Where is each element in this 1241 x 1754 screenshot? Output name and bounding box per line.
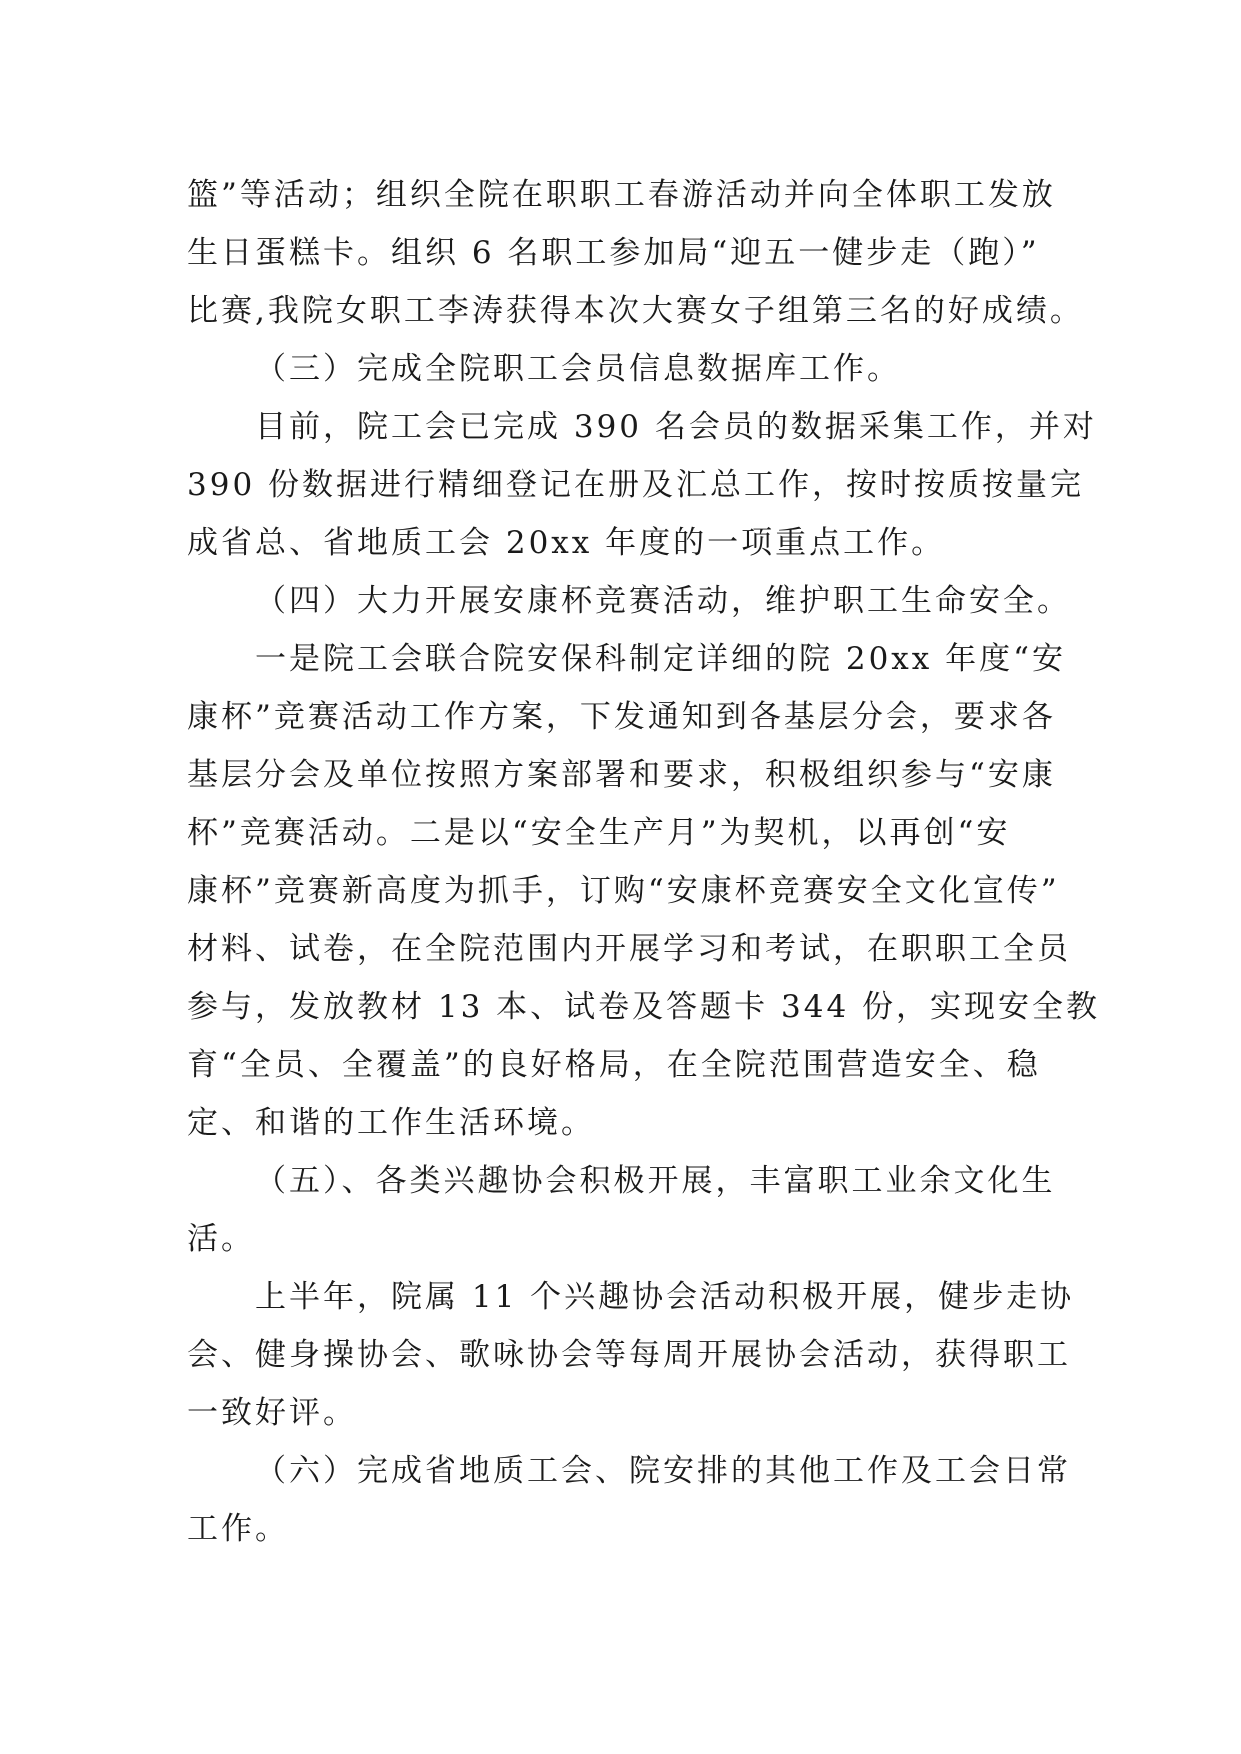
text-line: 一是院工会联合院安保科制定详细的院 20xx 年度“安 xyxy=(255,641,1066,677)
text-line: 会、健身操协会、歌咏协会等每周开展协会活动，获得职工 xyxy=(187,1337,1071,1373)
text-line: 参与，发放教材 13 本、试卷及答题卡 344 份，实现安全教 xyxy=(187,989,1101,1025)
text-line: 杯”竞赛活动。二是以“安全生产月”为契机，以再创“安 xyxy=(187,815,1011,851)
text-line: 目前，院工会已完成 390 名会员的数据采集工作，并对 xyxy=(255,409,1097,445)
text-line: 上半年，院属 11 个兴趣协会活动积极开展，健步走协 xyxy=(255,1279,1075,1315)
section-heading-5: （五）、各类兴趣协会积极开展，丰富职工业余文化生 xyxy=(255,1163,1056,1199)
document-body xyxy=(187,166,1101,1558)
text-line: 康杯”竞赛新高度为抓手，订购“安康杯竞赛安全文化宣传” xyxy=(187,873,1060,909)
section-heading-3: （三）完成全院职工会员信息数据库工作。 xyxy=(255,351,901,387)
text-line: 390 份数据进行精细登记在册及汇总工作，按时按质按量完 xyxy=(187,467,1085,503)
text-line: 基层分会及单位按照方案部署和要求，积极组织参与“安康 xyxy=(187,757,1056,793)
text-line: 康杯”竞赛活动工作方案，下发通知到各基层分会，要求各 xyxy=(187,699,1056,735)
text-line: 比赛,我院女职工李涛获得本次大赛女子组第三名的好成绩。 xyxy=(187,293,1084,329)
text-line: 一致好评。 xyxy=(187,1395,357,1431)
text-line: 篮”等活动；组织全院在职职工春游活动并向全体职工发放 xyxy=(187,177,1056,213)
text-line: 工作。 xyxy=(187,1511,289,1547)
text-line: 材料、试卷，在全院范围内开展学习和考试，在职职工全员 xyxy=(187,931,1071,967)
text-line: 成省总、省地质工会 20xx 年度的一项重点工作。 xyxy=(187,525,946,561)
text-line: 活。 xyxy=(187,1221,255,1257)
section-heading-6: （六）完成省地质工会、院安排的其他工作及工会日常 xyxy=(255,1453,1071,1489)
text-line: 生日蛋糕卡。组织 6 名职工参加局“迎五一健步走（跑）” xyxy=(187,235,1040,271)
text-line: 定、和谐的工作生活环境。 xyxy=(187,1105,595,1141)
section-heading-4: （四）大力开展安康杯竞赛活动，维护职工生命安全。 xyxy=(255,583,1071,619)
text-line: 育“全员、全覆盖”的良好格局，在全院范围营造安全、稳 xyxy=(187,1047,1041,1083)
